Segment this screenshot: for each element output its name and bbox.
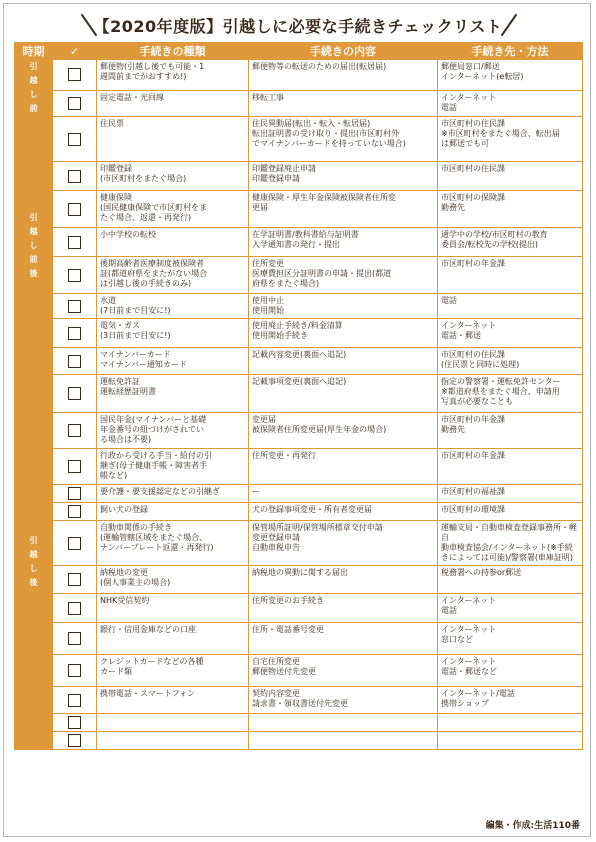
checkbox[interactable] [68,170,81,183]
checkbox-cell [53,60,97,91]
cell-where [438,714,583,732]
table-row [15,60,583,91]
cell-where [438,732,583,750]
cell-where: インターネット 窓口など [438,623,583,655]
checkbox-cell [53,623,97,655]
cell-item: NHK受信契約 [97,594,249,623]
checkbox-cell [53,449,97,485]
period-around [15,117,53,375]
checkbox[interactable] [68,632,81,645]
checkbox[interactable] [68,133,81,146]
cell-where: 電話 [438,294,583,319]
checkbox-cell [53,348,97,375]
cell-item: 小中学校の転校 [97,228,249,257]
table-row [15,348,583,375]
cell-content: 記載内容変更(裏面へ追記) [249,348,438,375]
table-row [15,732,583,750]
table-row [15,485,583,503]
cell-item: 住民票 [97,117,249,162]
checkbox-cell [53,191,97,228]
cell-content: 住所・電話番号変更 [249,623,438,655]
checkbox-cell [53,655,97,687]
table-row [15,117,583,162]
table-row [15,228,583,257]
cell-item: 行政から受ける手当・給付の引 継ぎ(母子健康手帳・障害者手 帳など) [97,449,249,485]
cell-item: 要介護・要支援認定などの引継ぎ [97,485,249,503]
checkbox-cell [53,257,97,294]
table-row [15,191,583,228]
cell-item: 銀行・信用金庫などの口座 [97,623,249,655]
table-row [15,319,583,348]
cell-item: 固定電話・光回線 [97,90,249,116]
cell-content [249,714,438,732]
cell-item: 郵便物(引越し後でも可能・1 週間前までがおすすめ!) [97,60,249,91]
table-row [15,449,583,485]
checkbox[interactable] [68,424,81,437]
table-row [15,566,583,594]
checkbox-cell [53,732,97,750]
header-item: 手続きの種類 [97,43,249,60]
cell-content: 記載事項変更(裏面へ追記) [249,375,438,413]
checkbox[interactable] [68,460,81,473]
header-content: 手続きの内容 [249,43,438,60]
checkbox[interactable] [68,269,81,282]
cell-content: 変更届 被保険者住所変更届(厚生年金の場合) [249,413,438,449]
checkbox-cell [53,566,97,594]
table-row [15,90,583,116]
checkbox[interactable] [68,573,81,586]
cell-content: 使用中止 使用開始 [249,294,438,319]
checkbox[interactable] [68,716,81,729]
cell-content: 住民異動届(転出・転入・転居届) 転出証明書の受け取り・提出(市区町村外 でマイナンバーカードを持っていない場合) [249,117,438,162]
cell-item: 運転免許証 運転経歴証明書 [97,375,249,413]
cell-content: 自宅住所変更 郵便物送付先変更 [249,655,438,687]
checkbox[interactable] [68,327,81,340]
checkbox-cell [53,319,97,348]
table-row [15,714,583,732]
checklist-body [15,60,583,750]
period-label: 引越し前後 [29,212,38,278]
checkbox[interactable] [68,236,81,249]
cell-where: 市区町村の年金課 勤務先 [438,413,583,449]
header-where: 手続き先・方法 [438,43,583,60]
cell-where: 市区町村の福祉課 [438,485,583,503]
cell-item: 電気・ガス (3日前まで目安に!) [97,319,249,348]
checkbox-cell [53,687,97,714]
table-row [15,521,583,566]
cell-where: 税務署への持参or郵送 [438,566,583,594]
checkbox-cell [53,375,97,413]
header-row [15,43,583,60]
cell-where: 市区町村の保険課 勤務先 [438,191,583,228]
cell-item: 納税地の変更 (個人事業主の場合) [97,566,249,594]
checkbox[interactable] [68,203,81,216]
checkbox-cell [53,521,97,566]
cell-where: 市区町村の年金課 [438,449,583,485]
cell-where: インターネット 電話・郵送など [438,655,583,687]
table-row [15,503,583,521]
cell-item: 携帯電話・スマートフォン [97,687,249,714]
period-after [15,375,53,750]
checkbox-cell [53,485,97,503]
checkbox[interactable] [68,355,81,368]
checkbox[interactable] [68,487,81,500]
cell-item: 印鑑登録 (市区町村をまたぐ場合) [97,162,249,191]
cell-content: 郵便物等の転送のための届出(転居届) [249,60,438,91]
cell-content [249,732,438,750]
table-row [15,655,583,687]
checkbox-cell [53,413,97,449]
table-row [15,594,583,623]
footer-credit: 編集・作成:生活110番 [485,821,580,831]
cell-item [97,714,249,732]
cell-item: マイナンバーカード マイナンバー通知カード [97,348,249,375]
table-row [15,413,583,449]
cell-content: 移転工事 [249,90,438,116]
cell-item: クレジットカードなどの各種 カード類 [97,655,249,687]
table-row [15,623,583,655]
cell-content: 住所変更のお手続き [249,594,438,623]
header-check: ✓ [53,43,97,60]
table-row [15,687,583,714]
cell-where: 通学中の学校/市区町村の教育 委員会/転校先の学校(提出) [438,228,583,257]
checkbox-cell [53,90,97,116]
period-label: 引越し前 [29,62,38,113]
checkbox[interactable] [68,97,81,110]
cell-where: 市区町村の住民課 (住民票と同時に処理) [438,348,583,375]
period-before [15,60,53,117]
checkbox[interactable] [68,664,81,677]
cell-where: 郵便局窓口/郵送 インターネット(e転居) [438,60,583,91]
cell-where: 運輸支局・自動車検査登録事務所・軽自 動車検査協会/インターネット(※手続 きによっては可能)/警察署(車庫証明) [438,521,583,566]
table-row [15,294,583,319]
cell-content: 納税地の異動に関する届出 [249,566,438,594]
cell-content: 保管場所証明/保管場所標章交付申請 変更登録申請 自動車税申告 [249,521,438,566]
cell-where: 市区町村の環境課 [438,503,583,521]
cell-content: 犬の登録事項変更・所有者変更届 [249,503,438,521]
checkbox[interactable] [68,505,81,518]
cell-where: 市区町村の住民課 [438,162,583,191]
checkbox[interactable] [68,300,81,313]
checkbox[interactable] [68,387,81,400]
cell-where: インターネット 電話・郵送 [438,319,583,348]
cell-item: 自動車関係の手続き (運輸管轄区域をまたぐ場合、 ナンバープレート返還・再発行) [97,521,249,566]
checkbox-cell [53,117,97,162]
checkbox-cell [53,503,97,521]
cell-item: 後期高齢者医療制度被保険者 証(都道府県をまたがない場合 は引越し後の手続きのみ) [97,257,249,294]
cell-where: インターネット 電話 [438,90,583,116]
cell-item: 健康保険 (国民健康保険で市区町村をま たぐ場合、返還・再発行) [97,191,249,228]
checkbox[interactable] [68,734,81,747]
cell-item: 水道 (7日前まで目安に!) [97,294,249,319]
cell-item: 飼い犬の登録 [97,503,249,521]
checkbox[interactable] [68,602,81,615]
checkbox-cell [53,714,97,732]
cell-content: 健康保険・厚生年金保険被保険者住所変 更届 [249,191,438,228]
cell-where: 指定の警察署・運転免許センター ※都道府県をまたぐ場合、申請用 写真が必要なことも [438,375,583,413]
checkbox[interactable] [68,68,81,81]
cell-where: 市区町村の年金課 [438,257,583,294]
checkbox-cell [53,162,97,191]
cell-content: 住所変更 医療費担区分証明書の申請・提出(都道 府県をまたぐ場合) [249,257,438,294]
table-row [15,257,583,294]
checkbox-cell [53,228,97,257]
table-row [15,375,583,413]
header-period: 時期 [15,43,53,60]
table-row [15,162,583,191]
checkbox-cell [53,294,97,319]
title-area [0,8,596,42]
cell-item [97,732,249,750]
cell-content: 印鑑登録廃止申請 印鑑登録申請 [249,162,438,191]
cell-content: 契約内容変更 請求書・領収書送付先変更 [249,687,438,714]
checkbox[interactable] [68,537,81,550]
cell-content: 使用廃止手続き/料金清算 使用開始手続き [249,319,438,348]
cell-item: 国民年金(マイナンバーと基礎 年金番号の紐づけがされてい る場合は不要) [97,413,249,449]
cell-where: インターネット/電話 携帯ショップ [438,687,583,714]
checkbox-cell [53,594,97,623]
cell-content: ー [249,485,438,503]
checkbox[interactable] [68,694,81,707]
checklist-table [14,42,583,750]
period-label: 引越し後 [29,536,38,587]
cell-where: 市区町村の住民課 ※市区町村をまたぐ場合、転出届 は郵送でも可 [438,117,583,162]
cell-where: インターネット 電話 [438,594,583,623]
cell-content: 在学証明書/教科書給与証明書 入学通知書の発行・提出 [249,228,438,257]
cell-content: 住所変更・再発行 [249,449,438,485]
page-title: 【2020年度版】引越しに必要な手続きチェックリスト [93,17,503,36]
